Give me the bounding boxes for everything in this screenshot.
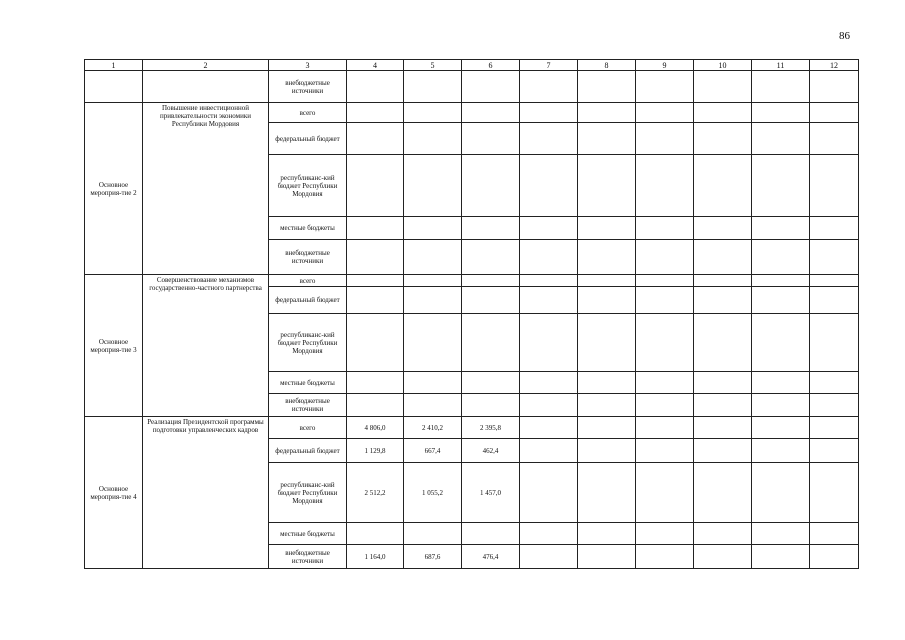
header-cell: 2 xyxy=(143,60,269,71)
value-cell: 687,6 xyxy=(404,545,462,569)
source-label: федеральный бюджет xyxy=(269,123,347,155)
value-cell: 1 129,8 xyxy=(347,439,404,463)
source-label: внебюджетные источники xyxy=(269,240,347,275)
source-label: республиканс-кий бюджет Республики Мордовия xyxy=(269,463,347,523)
table-row xyxy=(85,417,859,439)
value-cell: 1 055,2 xyxy=(404,463,462,523)
table-row xyxy=(85,275,859,287)
header-row xyxy=(85,60,859,71)
header-cell: 9 xyxy=(636,60,694,71)
source-label: внебюджетные источники xyxy=(269,545,347,569)
activity-description: Повышение инвестиционной привлекательности экономики Республики Мордовия xyxy=(143,103,269,275)
header-cell: 6 xyxy=(462,60,520,71)
source-label: местные бюджеты xyxy=(269,372,347,394)
activity-description: Совершенствование механизмов государственно-частного партнерства xyxy=(143,275,269,417)
source-label: всего xyxy=(269,103,347,123)
header-cell: 11 xyxy=(752,60,810,71)
source-label: местные бюджеты xyxy=(269,217,347,240)
value-cell: 4 806,0 xyxy=(347,417,404,439)
header-cell: 3 xyxy=(269,60,347,71)
source-label: всего xyxy=(269,417,347,439)
value-cell: 1 164,0 xyxy=(347,545,404,569)
header-cell: 8 xyxy=(578,60,636,71)
value-cell: 2 410,2 xyxy=(404,417,462,439)
header-cell: 7 xyxy=(520,60,578,71)
source-label: республиканс-кий бюджет Республики Мордовия xyxy=(269,314,347,372)
table-row xyxy=(85,103,859,123)
source-label: всего xyxy=(269,275,347,287)
activity-name: Основное мероприя-тие 4 xyxy=(85,417,143,569)
budget-table xyxy=(84,59,859,569)
activity-description: Реализация Президентской программы подготовки управленческих кадров xyxy=(143,417,269,569)
source-label: республиканс-кий бюджет Республики Мордовия xyxy=(269,155,347,217)
header-cell: 4 xyxy=(347,60,404,71)
value-cell: 2 395,8 xyxy=(462,417,520,439)
header-cell: 10 xyxy=(694,60,752,71)
source-label: внебюджетные источники xyxy=(269,394,347,417)
source-label: федеральный бюджет xyxy=(269,287,347,314)
table-row xyxy=(85,71,859,103)
source-label: местные бюджеты xyxy=(269,523,347,545)
value-cell: 1 457,0 xyxy=(462,463,520,523)
source-label: федеральный бюджет xyxy=(269,439,347,463)
activity-name: Основное мероприя-тие 2 xyxy=(85,103,143,275)
header-cell: 5 xyxy=(404,60,462,71)
source-label: внебюджетные источники xyxy=(269,71,347,103)
activity-name: Основное мероприя-тие 3 xyxy=(85,275,143,417)
header-cell: 1 xyxy=(85,60,143,71)
page-number: 86 xyxy=(839,30,850,42)
value-cell: 462,4 xyxy=(462,439,520,463)
value-cell: 476,4 xyxy=(462,545,520,569)
header-cell: 12 xyxy=(810,60,859,71)
value-cell: 2 512,2 xyxy=(347,463,404,523)
value-cell: 667,4 xyxy=(404,439,462,463)
